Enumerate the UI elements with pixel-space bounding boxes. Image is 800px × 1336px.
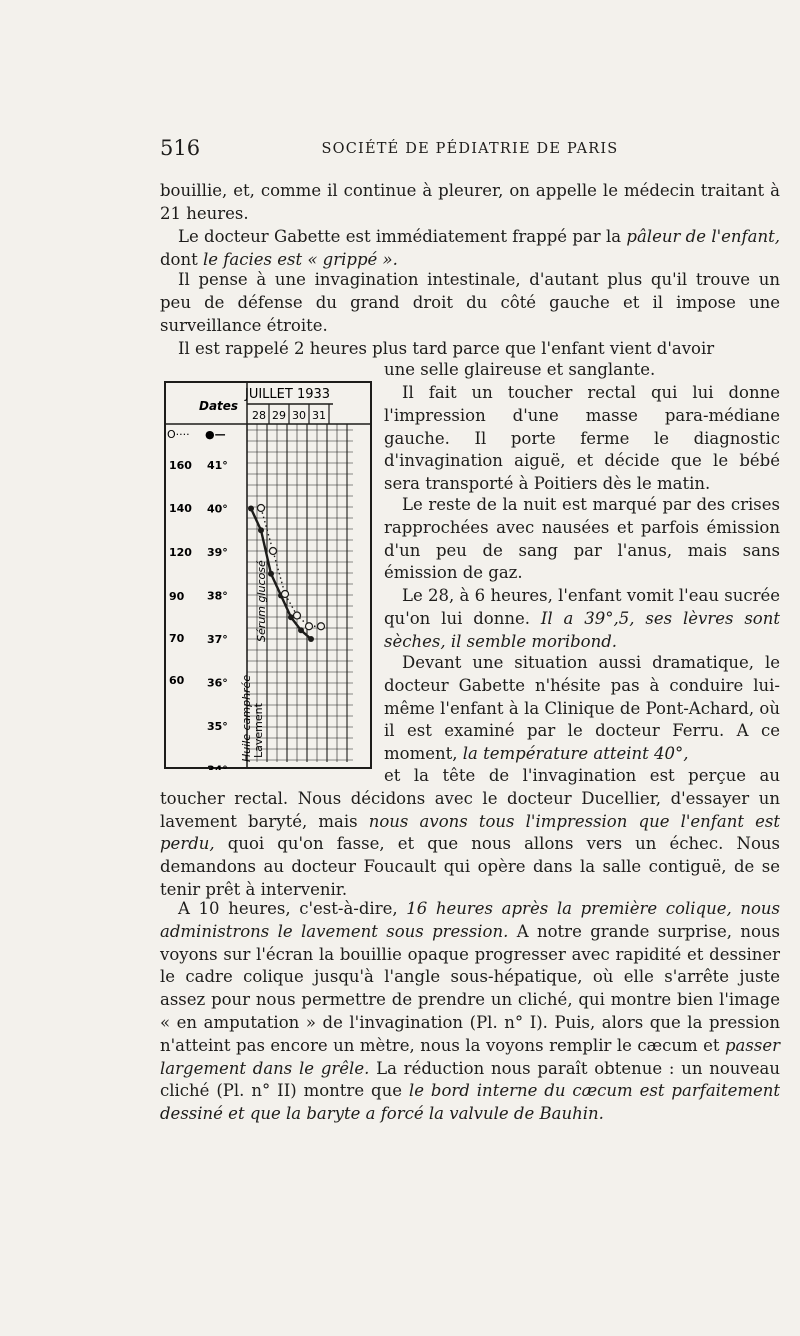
note-huile: Huile camphrée: [240, 674, 253, 762]
pulse-tick: 140: [169, 502, 192, 515]
temp-tick: 40°: [207, 502, 228, 516]
day-label: 28: [252, 409, 266, 422]
text-segment: une selle glaireuse et sanglante.: [384, 360, 656, 379]
text-segment: A 10 heures, c'est-à-dire,: [178, 899, 407, 918]
text-segment: nous avons tous l'impression que l'enfant est perdu,: [160, 811, 780, 854]
text-segment: Il a 39°,5, ses lèvres sont sèches, il semble moribond.: [384, 608, 780, 651]
paragraph: [160, 338, 780, 361]
temp-tick: 41°: [207, 459, 228, 472]
day-label: 29: [272, 409, 286, 422]
pulse-tick: 70: [169, 632, 185, 645]
paragraph: [384, 359, 780, 382]
text-segment: et la tête de l'invagination est perçue au toucher rectal. Nous décidons avec le docteur Ducellier, d'essayer un lavement baryté, mais: [160, 766, 780, 831]
text-segment: Il pense à une invagination intestinale, d'autant plus qu'il trouve un peu de défense du grand droit du côté gauche et il impose une surveillance étroite.: [160, 270, 780, 335]
text-segment: Devant une situation aussi dramatique, le docteur Gabette n'hésite pas à conduire lui-même l'enfant à la Clinique de Pont-Achard, où il est examiné par le docteur Ferru. A ce moment,: [384, 653, 780, 764]
temperature-point: [298, 627, 304, 633]
paragraph: [160, 226, 780, 272]
text-segment: La réduction nous paraît obtenue : un nouveau cliché (Pl. n° II) montre que: [160, 1058, 780, 1101]
text-segment: Le docteur Gabette est immédiatement frappé par la: [178, 227, 627, 246]
text-segment: 16 heures après la première colique, nous administrons le lavement sous pression.: [160, 899, 780, 941]
text-segment: pâleur de l'enfant,: [626, 227, 780, 246]
running-title: SOCIÉTÉ DE PÉDIATRIE DE PARIS: [321, 141, 619, 157]
text-segment: dont: [160, 249, 203, 269]
temperature-point: [248, 506, 254, 512]
chart-dates-label: Dates: [199, 399, 239, 413]
pulse-point: [270, 548, 277, 555]
pulse-point: [282, 591, 289, 598]
pulse-point: [318, 623, 325, 630]
text-segment: Le reste de la nuit est marqué par des crises rapprochées avec nausées et parfois émission d'un peu de sang par l'anus, mais sans émission de gaz.: [384, 495, 780, 583]
temp-tick: 39°: [207, 546, 228, 559]
page-number: 516: [160, 136, 201, 160]
pulse-tick: 160: [169, 459, 192, 472]
paragraph: [160, 269, 780, 337]
paragraph: [384, 382, 780, 496]
text-segment: Il est rappelé 2 heures plus tard parce que l'enfant vient d'avoir: [178, 339, 715, 358]
note-lavement: Lavement: [252, 703, 265, 758]
temperature-chart: [163, 380, 373, 770]
text-segment: passer largement dans le grêle.: [160, 1035, 780, 1078]
chart-month-label: JUILLET 1933: [245, 387, 331, 402]
text-segment: la température atteint 40°,: [462, 744, 689, 764]
temp-tick: 38°: [207, 589, 228, 603]
temperature-point: [308, 636, 314, 642]
text-segment: Il fait un toucher rectal qui lui donne l'impression d'une masse para-médiane gauche. Il porte ferme le diagnostic d'invagination aiguë, et décide que le bébé sera transporté à Poitiers dès le matin.: [384, 383, 780, 494]
note-serum: Sérum glucosé: [255, 560, 268, 642]
text-segment: le bord interne du cæcum est parfaitement dessiné et que la baryte a forcé la valvule de Bauhin.: [160, 1081, 780, 1124]
text-segment: A notre grande surprise, nous voyons sur l'écran la bouillie opaque progresser avec rapidité et dessiner le cadre colique jusqu'à l'angle sous-hépatique, où elle s'arrête juste assez pour nous permettre de prendre un cliché, qui montre bien l'image « en amputation » de l'invagination (Pl. n° I). Puis, alors que la pression n'atteint pas encore un mètre, nous la voyons remplir le cæcum et: [160, 921, 780, 1055]
pulse-tick: 60: [169, 674, 185, 687]
pulse-tick: 90: [169, 590, 185, 603]
paragraph: [384, 652, 780, 766]
temp-tick: 34°: [207, 763, 228, 770]
text-segment: le facies est « grippé ».: [203, 249, 398, 269]
paragraph: [160, 898, 780, 1126]
pulse-point: [258, 505, 265, 512]
temperature-point: [268, 571, 274, 577]
pulse-tick: 120: [169, 546, 192, 559]
temp-tick: 37°: [207, 633, 228, 646]
text-segment: Le 28, à 6 heures, l'enfant vomit l'eau sucrée qu'on lui donne.: [384, 586, 780, 628]
day-label: 31: [312, 409, 326, 422]
paragraph: [160, 180, 780, 226]
text-segment: bouillie, et, comme il continue à pleurer, on appelle le médecin traitant à 21 heures.: [160, 181, 780, 223]
pulse-point: [294, 612, 301, 619]
day-label: 30: [292, 409, 306, 422]
temp-legend: ●—: [205, 428, 226, 441]
paragraph: [384, 585, 780, 653]
paragraph: [160, 765, 780, 902]
pulse-point: [306, 623, 313, 630]
page-header: [160, 136, 780, 160]
temperature-point: [258, 527, 264, 533]
pulse-legend: O····: [167, 428, 190, 441]
chart-frame: [165, 382, 371, 768]
text-segment: quoi qu'on fasse, et que nous allons vers un échec. Nous demandons au docteur Foucault qui opère dans la salle contiguë, de se tenir prêt à intervenir.: [160, 834, 780, 899]
temp-tick: 36°: [207, 676, 228, 690]
paragraph: [384, 494, 780, 585]
temp-tick: 35°: [207, 720, 228, 733]
